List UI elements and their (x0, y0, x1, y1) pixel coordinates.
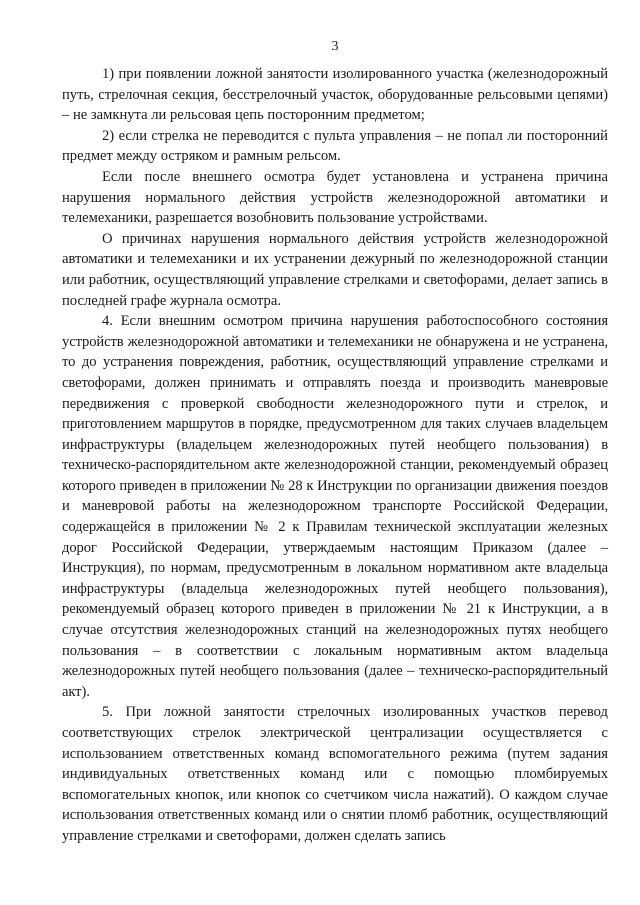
paragraph-journal-record: О причинах нарушения нормального действия устройств железнодорожной автоматики и телемеханики и их устранении дежурный по железнодорожной станции или работник, осуществляющий управление стрелками и светофорами, делает запись в последней графе журнала осмотра. (62, 230, 608, 309)
paragraph-item-4: 4. Если внешним осмотром причина нарушения работоспособного состояния устройств железнодорожной автоматики и телемеханики не обнаружена и не устранена, то до устранения повреждения, работник, осуществляющий управление стрелками и светофорами, должен принимать и отправлять поезда и производить маневровые передвижения с проверкой свободности железнодорожного пути и стрелок, и приготовлением маршрутов в порядке, предусмотренном для таких случаев владельцем инфраструктуры (владельцем железнодорожных путей необщего пользования) в техническо-распорядительном акте железнодорожной станции, рекомендуемый образец которого приведен в приложении № 28 к Инструкции по организации движения поездов и маневровой работы на железнодорожном транспорте Российской Федерации, содержащейся в приложении № 2 к Правилам технической эксплуатации железных дорог Российской Федерации, утверждаемым настоящим Приказом (далее – Инструкция), по нормам, предусмотренным в локальном нормативном акте владельца инфраструктуры (владельца железнодорожных путей необщего пользования), рекомендуемый образец которого приведен в приложении № 21 к Инструкции, а в случае отсутствия железнодорожных станций на железнодорожных путях необщего пользования – в соответствии с локальным нормативным актом владельца железнодорожных путей необщего пользования (далее – техническо-распорядительный акт). (62, 313, 608, 700)
paragraph-item-1: 1) при появлении ложной занятости изолированного участка (железнодорожный путь, стрелочная секция, бесстрелочный участок, оборудованные рельсовыми цепями) – не замкнута ли рельсовая цепь посторонним предметом; (62, 66, 608, 124)
paragraph-item-5: 5. При ложной занятости стрелочных изолированных участков перевод соответствующих стрелок электрической централизации осуществляется с использованием ответственных команд вспомогательного режима (путем задания индивидуальных ответственных команд или с помощью пломбируемых вспомогательных кнопок, или кнопок со счетчиком числа нажатий). О каждом случае использования ответственных команд или о снятии пломб работник, осуществляющий управление стрелками и светофорами, должен сделать запись (62, 704, 608, 844)
paragraph-item-2: 2) если стрелка не переводится с пульта управления – не попал ли посторонний предмет между остряком и рамным рельсом. (62, 127, 608, 165)
document-page (62, 38, 608, 847)
page-number: 3 (331, 39, 339, 54)
paragraph-resume-use: Если после внешнего осмотра будет установлена и устранена причина нарушения нормального действия устройств железнодорожной автоматики и телемеханики, разрешается возобновить пользование устройствами. (62, 168, 608, 227)
